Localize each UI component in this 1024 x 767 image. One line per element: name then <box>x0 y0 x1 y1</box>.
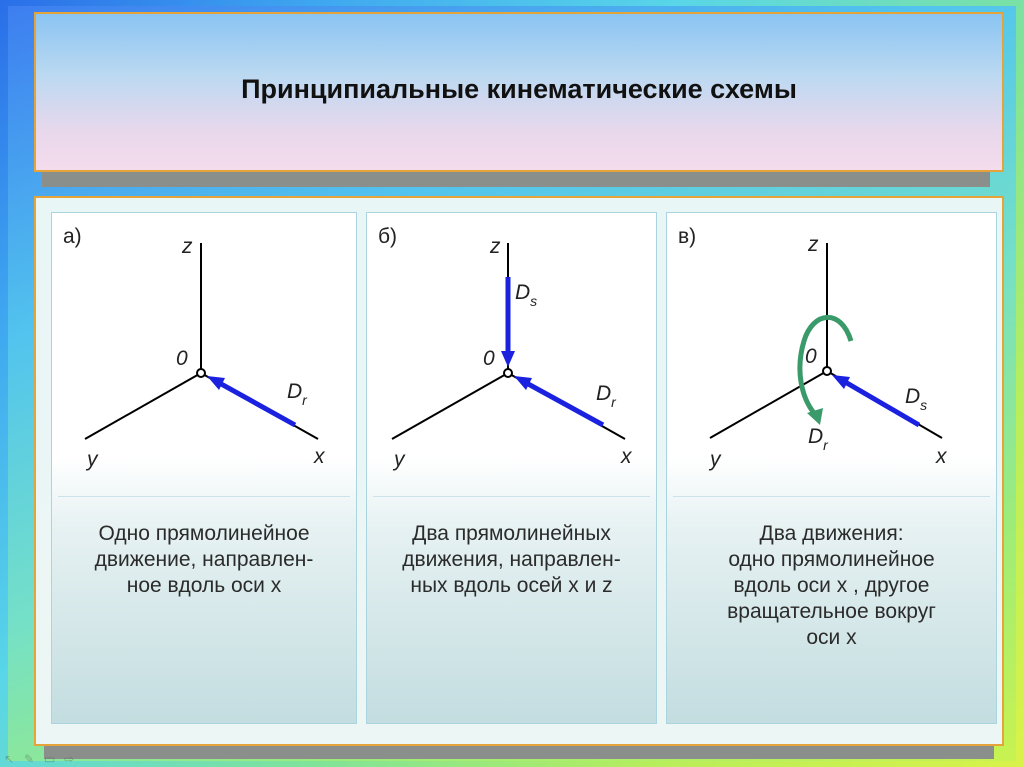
ds-arrow-head <box>832 375 850 389</box>
caption-line: Два прямолинейных <box>412 522 611 545</box>
dr-label: $D_r$ <box>808 425 828 453</box>
origin-label: 0 <box>176 347 188 370</box>
y-label: y <box>394 448 405 471</box>
x-label: x <box>621 445 632 468</box>
z-label: z <box>808 233 819 256</box>
caption-line: движения, направлен- <box>402 548 621 571</box>
y-label: y <box>710 448 721 471</box>
z-label: z <box>182 235 193 258</box>
ds-label: $D_s$ <box>905 385 928 413</box>
panel-c <box>666 212 997 724</box>
panel-b-separator <box>373 496 650 497</box>
panel-a-diagram <box>52 213 358 503</box>
panel-a-caption <box>52 521 356 599</box>
pen-icon[interactable]: ✎ <box>24 752 35 766</box>
origin-label: 0 <box>805 345 817 368</box>
panel-b-caption <box>367 521 656 599</box>
y-axis <box>85 373 201 439</box>
slideshow-toolbar <box>4 753 78 765</box>
panel-b-diagram <box>367 213 658 503</box>
panel-a-separator <box>58 496 350 497</box>
y-label: y <box>87 448 98 471</box>
caption-line: вдоль оси x , другое <box>733 574 930 597</box>
panel-a <box>51 212 357 724</box>
dr-label: $D_r$ <box>596 382 616 410</box>
caption-line: оси x <box>806 626 857 649</box>
caption-line: вращательное вокруг <box>727 600 936 623</box>
ds-arrow-head <box>501 351 515 367</box>
caption-line: ное вдоль оси x <box>126 574 282 597</box>
origin-point <box>197 369 205 377</box>
x-label: x <box>314 445 325 468</box>
caption-line: Одно прямолинейное <box>98 522 310 545</box>
caption-line: одно прямолинейное <box>728 548 935 571</box>
arrow-icon[interactable]: ↖ <box>4 752 15 766</box>
dr-arrow-shaft <box>214 380 295 425</box>
panel-c-caption <box>667 521 996 651</box>
panel-b <box>366 212 657 724</box>
panel-c-diagram <box>667 213 998 503</box>
dr-arrow-head <box>207 376 225 390</box>
panel-a-letter: а) <box>63 225 82 248</box>
z-label: z <box>490 235 501 258</box>
panel-c-letter: в) <box>678 225 697 248</box>
x-label: x <box>936 445 947 468</box>
caption-line: Два движения: <box>759 522 904 545</box>
next-icon[interactable]: ⇨ <box>64 752 75 766</box>
caption-line: ных вдоль осей x и z <box>410 574 613 597</box>
panel-b-letter: б) <box>378 225 398 248</box>
dr-arrow-shaft <box>521 380 603 425</box>
ds-label: $D_s$ <box>515 281 538 309</box>
origin-point <box>504 369 512 377</box>
origin-label: 0 <box>483 347 495 370</box>
y-axis <box>392 373 508 439</box>
slide-icon[interactable]: ▭ <box>44 752 56 766</box>
origin-point <box>823 367 831 375</box>
page-title: Принципиальные кинематические схемы <box>241 73 797 104</box>
caption-line: движение, направлен- <box>94 548 314 571</box>
title-box <box>34 12 1004 172</box>
dr-label: $D_r$ <box>287 380 307 408</box>
dr-arrow-head <box>514 376 532 390</box>
panel-c-separator <box>673 496 990 497</box>
